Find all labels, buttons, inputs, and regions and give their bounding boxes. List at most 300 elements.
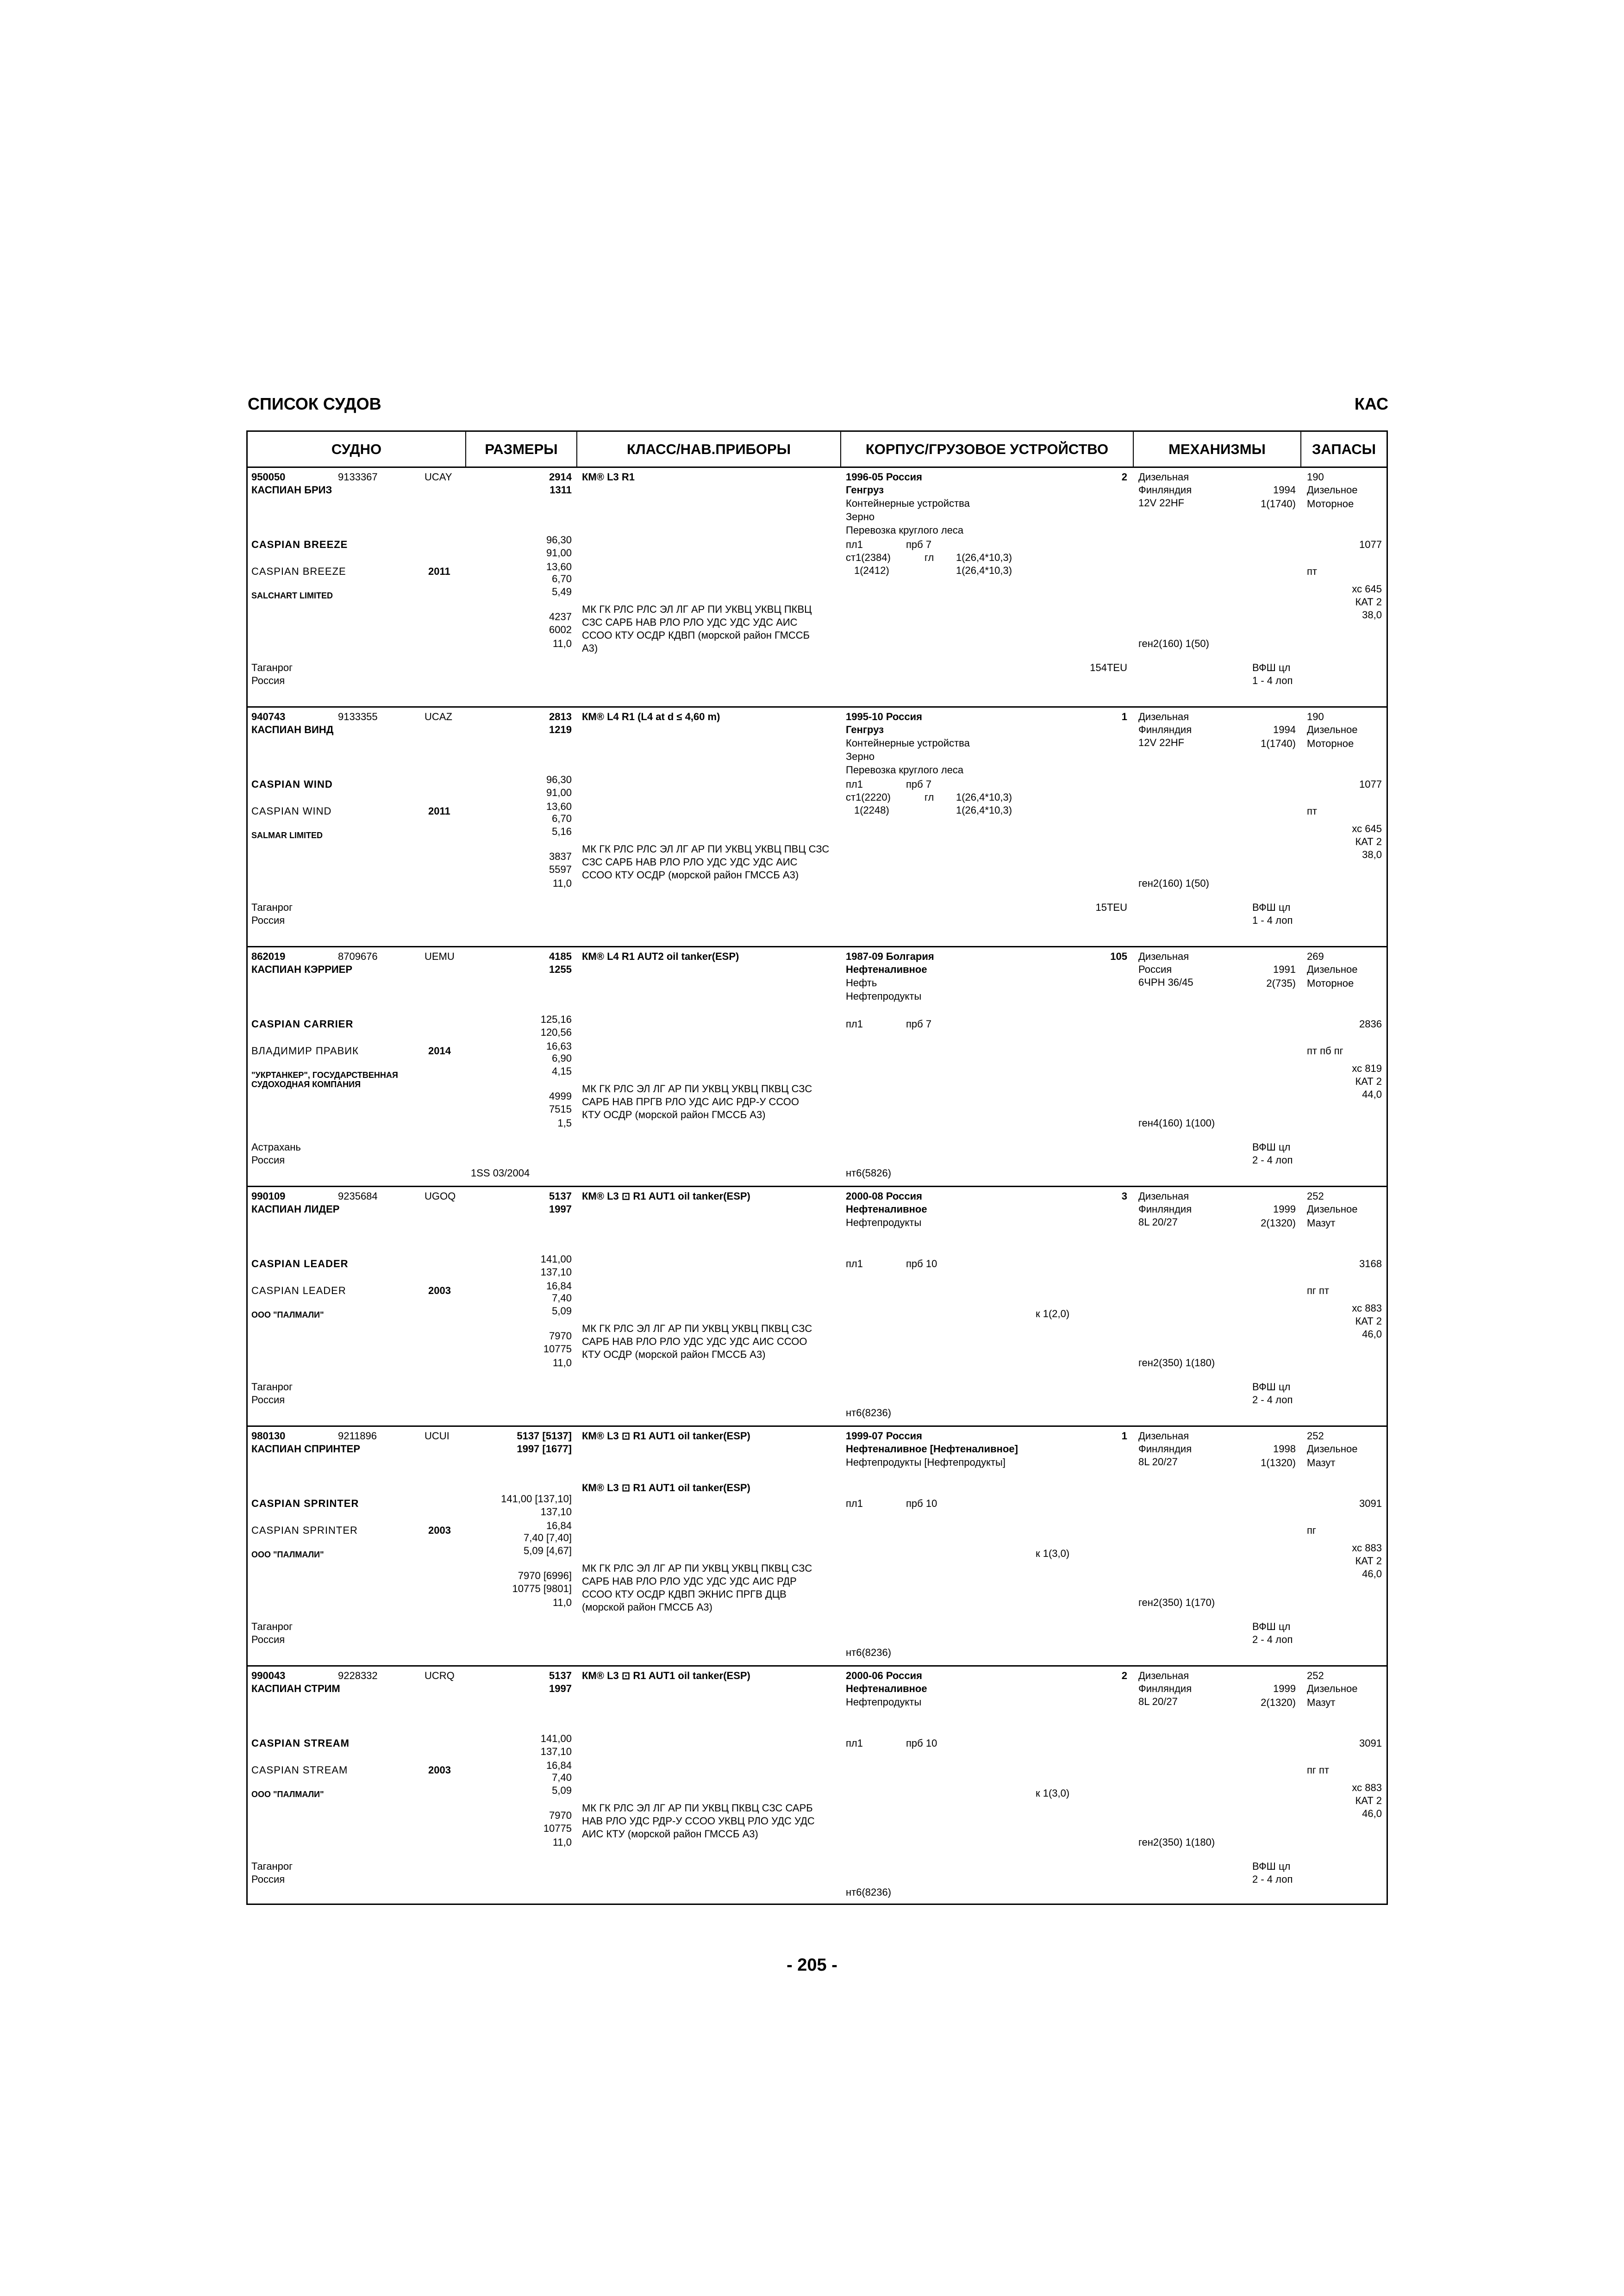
engine-line: 8L 20/27 (1138, 1696, 1178, 1707)
owner: ООО "ПАЛМАЛИ" (251, 1790, 324, 1799)
imo-number: 9133367 (338, 471, 378, 483)
engine-power: 1(1320) (1261, 1457, 1296, 1468)
ship-id: 950050 (251, 471, 286, 483)
generators: ген4(160) 1(100) (1138, 1117, 1215, 1129)
propeller-type: ВФШ цл (1252, 662, 1291, 673)
net-tonnage: 1997 [1677] (517, 1443, 572, 1455)
length-overall: 96,30 (546, 534, 572, 546)
engine-line: Финляндия (1138, 724, 1192, 735)
hull-type-line: Генгруз (846, 484, 884, 496)
engine-year: 1994 (1273, 484, 1296, 496)
ship-record (248, 1187, 1387, 1427)
gross-tonnage: 5137 (549, 1670, 572, 1681)
ship-record (248, 947, 1387, 1187)
net-tonnage: 1219 (549, 724, 572, 735)
stores-value: 38,0 (1362, 609, 1382, 621)
special-equipment: пт (1307, 566, 1317, 577)
column-header-hull: КОРПУС/ГРУЗОВОЕ УСТРОЙСТВО (865, 441, 1109, 457)
refrigeration: хс 645 (1352, 823, 1382, 834)
speed: 11,0 (552, 1597, 572, 1608)
engine-year: 1998 (1273, 1443, 1296, 1455)
class-notation: КМ® L4 R1 AUT2 oil tanker(ESP) (582, 951, 739, 962)
cargo-bulkheads: прб 10 (906, 1258, 937, 1269)
depth: 7,40 (552, 1292, 572, 1304)
class-notation: КМ® L4 R1 (L4 at d ≤ 4,60 m) (582, 711, 720, 722)
owner: SALMAR LIMITED (251, 831, 323, 840)
ship-id: 990109 (251, 1190, 286, 1202)
stores-value: 46,0 (1362, 1328, 1382, 1340)
owner: "УКРТАНКЕР", ГОСУДАРСТВЕННАЯ СУДОХОДНАЯ КОМПАНИЯ (251, 1070, 398, 1089)
cargo-decks: пл1 (846, 539, 863, 550)
length-pp: 137,10 (540, 1506, 572, 1518)
cargo-hatch-size-2: 1(26,4*10,3) (956, 804, 1012, 816)
page-header-title: СПИСОК СУДОВ (248, 394, 381, 413)
depth: 7,40 (552, 1772, 572, 1783)
generators: ген2(160) 1(50) (1138, 877, 1209, 889)
previous-name: CASPIAN LEADER (251, 1285, 346, 1296)
hull-type-line: Нефтепродукты (846, 1696, 922, 1708)
propeller-blades: 2 - 4 лоп (1252, 1394, 1293, 1406)
engine-line: Россия (1138, 964, 1172, 975)
fuel-capacity: 190 (1307, 711, 1324, 722)
cargo-tanks: нт6(8236) (846, 1647, 892, 1658)
breadth: 13,60 (546, 801, 572, 812)
propeller-type: ВФШ цл (1252, 1381, 1291, 1393)
fuel-capacity: 252 (1307, 1190, 1324, 1202)
call-sign: UCUI (425, 1430, 450, 1442)
ship-record (248, 1427, 1387, 1667)
length-pp: 91,00 (546, 547, 572, 559)
ship-name-ru: КАСПИАН СТРИМ (251, 1683, 340, 1694)
ship-record (248, 708, 1387, 947)
hull-type-line: Нефтеналивное (846, 1683, 927, 1694)
cargo-crane: к 1(2,0) (1036, 1308, 1070, 1319)
cargo-decks: пл1 (846, 1498, 863, 1509)
ship-name-en: CASPIAN LEADER (251, 1258, 349, 1269)
engine-line: Дизельная (1138, 1670, 1189, 1681)
category: КАТ 2 (1355, 1795, 1382, 1806)
fuel-type-1: Дизельное (1307, 724, 1358, 735)
length-pp: 137,10 (540, 1266, 572, 1278)
length-overall: 141,00 (540, 1733, 572, 1744)
deadweight: 6002 (549, 624, 572, 635)
imo-number: 9235684 (338, 1190, 378, 1202)
column-header-class: КЛАСС/НАВ.ПРИБОРЫ (626, 441, 791, 457)
engine-power: 2(735) (1266, 977, 1296, 989)
ship-name-ru: КАСПИАН БРИЗ (251, 484, 332, 496)
fuel-type-2: Мазут (1307, 1457, 1336, 1468)
engine-power: 1(1740) (1261, 738, 1296, 749)
engine-line: Финляндия (1138, 1203, 1192, 1215)
ship-id: 990043 (251, 1670, 286, 1681)
cargo-hatch-type: гл (924, 791, 934, 803)
gross-tonnage: 5137 (549, 1190, 572, 1202)
previous-name-year: 2011 (428, 566, 450, 577)
gross-tonnage: 5137 [5137] (517, 1430, 572, 1442)
ship-name-en: CASPIAN WIND (251, 778, 333, 790)
engine-line: Финляндия (1138, 484, 1192, 496)
previous-name-year: 2003 (428, 1764, 451, 1776)
previous-name: CASPIAN WIND (251, 805, 332, 817)
engine-line: 6ЧРН 36/45 (1138, 977, 1193, 988)
propeller-type: ВФШ цл (1252, 1860, 1291, 1872)
home-port: Астрахань (251, 1141, 301, 1153)
call-sign: UGOQ (425, 1190, 456, 1202)
engine-year: 1999 (1273, 1683, 1296, 1694)
hull-type-line: Генгруз (846, 724, 884, 735)
hull-type-line: Нефть (846, 977, 877, 989)
engine-line: Дизельная (1138, 951, 1189, 962)
hull-type-line: Нефтепродукты [Нефтепродукты] (846, 1456, 1006, 1468)
refrigeration: хс 883 (1352, 1782, 1382, 1793)
propeller-blades: 1 - 4 лоп (1252, 915, 1293, 926)
flag-country: Россия (251, 1154, 285, 1166)
flag-country: Россия (251, 675, 285, 686)
draught: 5,09 [4,67] (524, 1545, 572, 1556)
cargo-hold-volume: ст1(2220) (846, 791, 891, 803)
nav-equipment-line: МК ГК РЛС ЭЛ ЛГ АР ПИ УКВЦ УКВЦ ПКВЦ СЗС (582, 1083, 812, 1095)
ship-name-en: CASPIAN BREEZE (251, 539, 348, 550)
nav-equipment-line: СЗС САРБ НАВ РЛО РЛО УДС УДС УДС АИС (582, 856, 798, 868)
call-sign: UEMU (425, 951, 455, 962)
flag-country: Россия (251, 1394, 285, 1406)
displacement: 7970 [6996] (518, 1570, 572, 1581)
draught: 5,49 (552, 586, 572, 597)
engine-line: Дизельная (1138, 1430, 1189, 1442)
call-sign: UCAY (425, 471, 452, 483)
nav-equipment-line: ССОО КТУ ОСДР КДВП ЭКНИС ПРГВ ДЦВ (582, 1588, 787, 1600)
cargo-hatch-size: 1(26,4*10,3) (956, 552, 1012, 563)
class-notation-secondary: КМ® L3 ⊡ R1 AUT1 oil tanker(ESP) (582, 1482, 750, 1493)
engine-line: Финляндия (1138, 1683, 1192, 1694)
cargo-decks: пл1 (846, 1737, 863, 1749)
class-notation: КМ® L3 ⊡ R1 AUT1 oil tanker(ESP) (582, 1670, 750, 1681)
fuel-capacity: 252 (1307, 1430, 1324, 1442)
class-notation: КМ® L3 ⊡ R1 AUT1 oil tanker(ESP) (582, 1430, 750, 1442)
container-capacity: 15TEU (1095, 902, 1127, 913)
refrigeration: хс 819 (1352, 1063, 1382, 1074)
propeller-blades: 2 - 4 лоп (1252, 1634, 1293, 1645)
build-year-country: 1996-05 Россия (846, 471, 922, 483)
fuel-type-2: Моторное (1307, 498, 1354, 510)
ship-name-ru: КАСПИАН КЭРРИЕР (251, 964, 353, 975)
special-equipment: пт (1307, 805, 1317, 817)
fuel-capacity: 190 (1307, 471, 1324, 483)
cargo-crane: к 1(3,0) (1036, 1787, 1070, 1799)
previous-name: ВЛАДИМИР ПРАВИК (251, 1045, 359, 1057)
engine-power: 2(1320) (1261, 1697, 1296, 1708)
deadweight: 7515 (549, 1103, 572, 1115)
imo-number: 8709676 (338, 951, 378, 962)
ballast-capacity: 3091 (1359, 1737, 1382, 1749)
cargo-bulkheads: прб 10 (906, 1737, 937, 1749)
ship-id: 980130 (251, 1430, 286, 1442)
hull-type-line: Нефтепродукты (846, 1217, 922, 1228)
speed: 11,0 (552, 877, 572, 889)
page-number: - 205 - (787, 1955, 837, 1975)
engine-line: Дизельная (1138, 471, 1189, 483)
nav-equipment-line: СЗС САРБ НАВ РЛО РЛО УДС УДС УДС АИС (582, 616, 798, 628)
hull-type-line: Нефтеналивное (846, 964, 927, 975)
ballast-capacity: 1077 (1359, 539, 1382, 550)
build-year-country: 1987-09 Болгария (846, 951, 934, 962)
nav-equipment-line: ССОО КТУ ОСДР (морской район ГМССБ А3) (582, 869, 799, 881)
cargo-bulkheads: прб 7 (906, 1018, 932, 1030)
length-overall: 141,00 [137,10] (501, 1493, 572, 1505)
cargo-crane: к 1(3,0) (1036, 1548, 1070, 1559)
ballast-capacity: 2836 (1359, 1018, 1382, 1030)
category: КАТ 2 (1355, 1076, 1382, 1087)
hull-count: 3 (1121, 1190, 1127, 1202)
propeller-type: ВФШ цл (1252, 902, 1291, 913)
column-header-dimensions: РАЗМЕРЫ (485, 441, 558, 457)
column-header-stores: ЗАПАСЫ (1312, 441, 1376, 457)
category: КАТ 2 (1355, 836, 1382, 847)
cargo-hold-volume-2: 1(2412) (854, 565, 889, 576)
net-tonnage: 1255 (549, 964, 572, 975)
hull-type-line: Нефтеналивное [Нефтеналивное] (846, 1443, 1018, 1455)
draught: 5,09 (552, 1305, 572, 1317)
cargo-bulkheads: прб 7 (906, 539, 932, 550)
nav-equipment-line: САРБ НАВ РЛО РЛО УДС УДС УДС АИС ССОО (582, 1336, 807, 1347)
ship-name-ru: КАСПИАН ВИНД (251, 724, 334, 735)
length-pp: 91,00 (546, 787, 572, 798)
category: КАТ 2 (1355, 596, 1382, 608)
generators: ген2(160) 1(50) (1138, 638, 1209, 649)
stores-value: 46,0 (1362, 1568, 1382, 1580)
home-port: Таганрог (251, 662, 293, 673)
length-overall: 125,16 (540, 1014, 572, 1025)
home-port: Таганрог (251, 1621, 293, 1632)
category: КАТ 2 (1355, 1555, 1382, 1567)
deadweight: 10775 (543, 1823, 572, 1834)
build-year-country: 2000-08 Россия (846, 1190, 922, 1202)
nav-equipment-line: А3) (582, 642, 598, 654)
cargo-decks: пл1 (846, 1258, 863, 1269)
cargo-hold-volume-2: 1(2248) (854, 804, 889, 816)
category: КАТ 2 (1355, 1315, 1382, 1327)
fuel-capacity: 269 (1307, 951, 1324, 962)
hull-type-line: Зерно (846, 511, 875, 523)
gross-tonnage: 2914 (549, 471, 572, 483)
ship-name-ru: КАСПИАН ЛИДЕР (251, 1203, 340, 1215)
breadth: 16,84 (546, 1280, 572, 1292)
nav-equipment-line: АИС КТУ (морской район ГМССБ А3) (582, 1828, 758, 1840)
column-header-vessel: СУДНО (331, 441, 382, 457)
propeller-type: ВФШ цл (1252, 1621, 1291, 1632)
generators: ген2(350) 1(170) (1138, 1597, 1215, 1608)
cargo-tanks: нт6(8236) (846, 1886, 892, 1898)
hull-count: 2 (1121, 1670, 1127, 1681)
cargo-decks: пл1 (846, 1018, 863, 1030)
deadweight: 10775 (543, 1343, 572, 1355)
engine-year: 1999 (1273, 1203, 1296, 1215)
class-notation: КМ® L3 ⊡ R1 AUT1 oil tanker(ESP) (582, 1190, 750, 1202)
special-equipment: пг (1307, 1524, 1316, 1536)
nav-equipment-line: МК ГК РЛС ЭЛ ЛГ АР ПИ УКВЦ УКВЦ ПКВЦ СЗС (582, 1323, 812, 1334)
owner: ООО "ПАЛМАЛИ" (251, 1550, 324, 1559)
draught: 5,09 (552, 1785, 572, 1796)
container-capacity: 154TEU (1090, 662, 1127, 673)
special-equipment: пг пт (1307, 1764, 1330, 1776)
nav-equipment-line: МК ГК РЛС ЭЛ ЛГ АР ПИ УКВЦ ПКВЦ СЗС САРБ (582, 1802, 813, 1814)
hull-count: 1 (1121, 1430, 1127, 1442)
home-port: Таганрог (251, 1381, 293, 1393)
nav-equipment-line: САРБ НАВ ПРГВ РЛО УДС АИС РДР-У ССОО (582, 1096, 800, 1108)
fuel-type-2: Моторное (1307, 738, 1354, 749)
engine-power: 1(1740) (1261, 498, 1296, 510)
ship-record (248, 1667, 1387, 1906)
fuel-type-1: Дизельное (1307, 1683, 1358, 1694)
net-tonnage: 1997 (549, 1683, 572, 1694)
engine-year: 1994 (1273, 724, 1296, 735)
net-tonnage: 1997 (549, 1203, 572, 1215)
nav-equipment-line: НАВ РЛО УДС РДР-У ССОО УКВЦ РЛО УДС УДС (582, 1815, 815, 1827)
nav-equipment-line: МК ГК РЛС ЭЛ ЛГ АР ПИ УКВЦ УКВЦ ПКВЦ СЗС (582, 1562, 812, 1574)
gross-tonnage: 2813 (549, 711, 572, 722)
speed: 1,5 (557, 1117, 572, 1129)
flag-country: Россия (251, 1873, 285, 1885)
hull-count: 105 (1110, 951, 1127, 962)
stores-value: 38,0 (1362, 849, 1382, 860)
fuel-type-2: Мазут (1307, 1217, 1336, 1229)
engine-line: 8L 20/27 (1138, 1456, 1178, 1468)
engine-year: 1991 (1273, 964, 1296, 975)
displacement: 3837 (549, 851, 572, 862)
cargo-tanks: нт6(8236) (846, 1407, 892, 1419)
length-overall: 141,00 (540, 1253, 572, 1265)
build-year-country: 1999-07 Россия (846, 1430, 922, 1442)
special-equipment: пг пт (1307, 1285, 1330, 1296)
engine-line: Финляндия (1138, 1443, 1192, 1455)
hull-type-line: Контейнерные устройства (846, 737, 970, 749)
imo-number: 9211896 (338, 1430, 377, 1442)
hull-type-line: Контейнерные устройства (846, 498, 970, 509)
breadth: 16,84 (546, 1520, 572, 1531)
breadth: 16,84 (546, 1760, 572, 1771)
fuel-type-1: Дизельное (1307, 1443, 1358, 1455)
previous-name-year: 2003 (428, 1524, 451, 1536)
imo-number: 9133355 (338, 711, 378, 722)
fuel-capacity: 252 (1307, 1670, 1324, 1681)
class-notation: КМ® L3 R1 (582, 471, 635, 483)
fuel-type-1: Дизельное (1307, 1203, 1358, 1215)
fuel-type-2: Мазут (1307, 1697, 1336, 1708)
ship-name-en: CASPIAN SPRINTER (251, 1498, 359, 1509)
ship-list-table (246, 430, 1388, 1905)
special-equipment: пт пб пг (1307, 1045, 1343, 1057)
flag-country: Россия (251, 915, 285, 926)
hull-count: 2 (1121, 471, 1127, 483)
hull-type-line: Перевозка круглого леса (846, 524, 964, 536)
speed: 11,0 (552, 1836, 572, 1848)
previous-name-year: 2003 (428, 1285, 451, 1296)
fuel-type-1: Дизельное (1307, 484, 1358, 496)
length-overall: 96,30 (546, 774, 572, 785)
breadth: 13,60 (546, 561, 572, 572)
refrigeration: хс 883 (1352, 1542, 1382, 1554)
previous-name: CASPIAN BREEZE (251, 566, 346, 577)
draught: 5,16 (552, 826, 572, 837)
ship-id: 940743 (251, 711, 286, 722)
length-pp: 137,10 (540, 1746, 572, 1757)
page-header-section: КАС (1354, 394, 1388, 413)
hull-count: 1 (1121, 711, 1127, 722)
engine-line: 8L 20/27 (1138, 1216, 1178, 1228)
cargo-decks: пл1 (846, 778, 863, 790)
depth: 7,40 [7,40] (524, 1532, 572, 1543)
home-port: Таганрог (251, 902, 293, 913)
gross-tonnage: 4185 (549, 951, 572, 962)
propeller-blades: 2 - 4 лоп (1252, 1154, 1293, 1166)
ship-name-ru: КАСПИАН СПРИНТЕР (251, 1443, 361, 1455)
previous-name-year: 2014 (428, 1045, 451, 1057)
cargo-bulkheads: прб 7 (906, 778, 932, 790)
generators: ген2(350) 1(180) (1138, 1357, 1215, 1369)
propeller-type: ВФШ цл (1252, 1141, 1291, 1153)
engine-line: 12V 22HF (1138, 737, 1185, 748)
deadweight: 5597 (549, 864, 572, 875)
cargo-hatch-type: гл (924, 552, 934, 563)
displacement: 7970 (549, 1810, 572, 1821)
cargo-hatch-size-2: 1(26,4*10,3) (956, 565, 1012, 576)
imo-number: 9228332 (338, 1670, 378, 1681)
call-sign: UCAZ (425, 711, 452, 722)
deadweight: 10775 [9801] (512, 1583, 572, 1594)
fuel-type-2: Моторное (1307, 977, 1354, 989)
stores-value: 44,0 (1362, 1089, 1382, 1100)
cargo-hatch-size: 1(26,4*10,3) (956, 791, 1012, 803)
engine-line: Дизельная (1138, 711, 1189, 722)
breadth: 16,63 (546, 1040, 572, 1052)
ship-name-en: CASPIAN STREAM (251, 1737, 350, 1749)
column-header-machinery: МЕХАНИЗМЫ (1168, 441, 1266, 457)
flag-country: Россия (251, 1634, 285, 1645)
stores-value: 46,0 (1362, 1808, 1382, 1819)
call-sign: UCRQ (425, 1670, 455, 1681)
hull-type-line: Перевозка круглого леса (846, 764, 964, 776)
hull-type-line: Нефтепродукты (846, 990, 922, 1002)
ship-record (248, 468, 1387, 708)
ballast-capacity: 3091 (1359, 1498, 1382, 1509)
engine-power: 2(1320) (1261, 1217, 1296, 1229)
home-port: Таганрог (251, 1860, 293, 1872)
speed: 11,0 (552, 1357, 572, 1369)
cargo-hold-volume: ст1(2384) (846, 552, 891, 563)
engine-line: 12V 22HF (1138, 497, 1185, 509)
cargo-tanks: нт6(5826) (846, 1167, 892, 1179)
displacement: 4237 (549, 611, 572, 622)
generators: ген2(350) 1(180) (1138, 1836, 1215, 1848)
speed: 11,0 (552, 638, 572, 649)
length-pp: 120,56 (540, 1027, 572, 1038)
owner: SALCHART LIMITED (251, 591, 333, 600)
owner: ООО "ПАЛМАЛИ" (251, 1310, 324, 1319)
nav-equipment-line: КТУ ОСДР (морской район ГМССБ А3) (582, 1349, 766, 1360)
ballast-capacity: 3168 (1359, 1258, 1382, 1269)
previous-name: CASPIAN SPRINTER (251, 1524, 358, 1536)
depth: 6,90 (552, 1052, 572, 1064)
nav-equipment-line: ССОО КТУ ОСДР КДВП (морской район ГМССБ (582, 629, 810, 641)
depth: 6,70 (552, 813, 572, 824)
ship-name-en: CASPIAN CARRIER (251, 1018, 354, 1030)
build-year-country: 2000-06 Россия (846, 1670, 922, 1681)
net-tonnage: 1311 (550, 484, 572, 496)
fuel-type-1: Дизельное (1307, 964, 1358, 975)
nav-equipment-line: МК ГК РЛС РЛС ЭЛ ЛГ АР ПИ УКВЦ УКВЦ ПКВЦ (582, 604, 812, 615)
propeller-blades: 2 - 4 лоп (1252, 1873, 1293, 1885)
nav-equipment-line: САРБ НАВ РЛО РЛО УДС УДС УДС АИС РДР (582, 1575, 797, 1587)
